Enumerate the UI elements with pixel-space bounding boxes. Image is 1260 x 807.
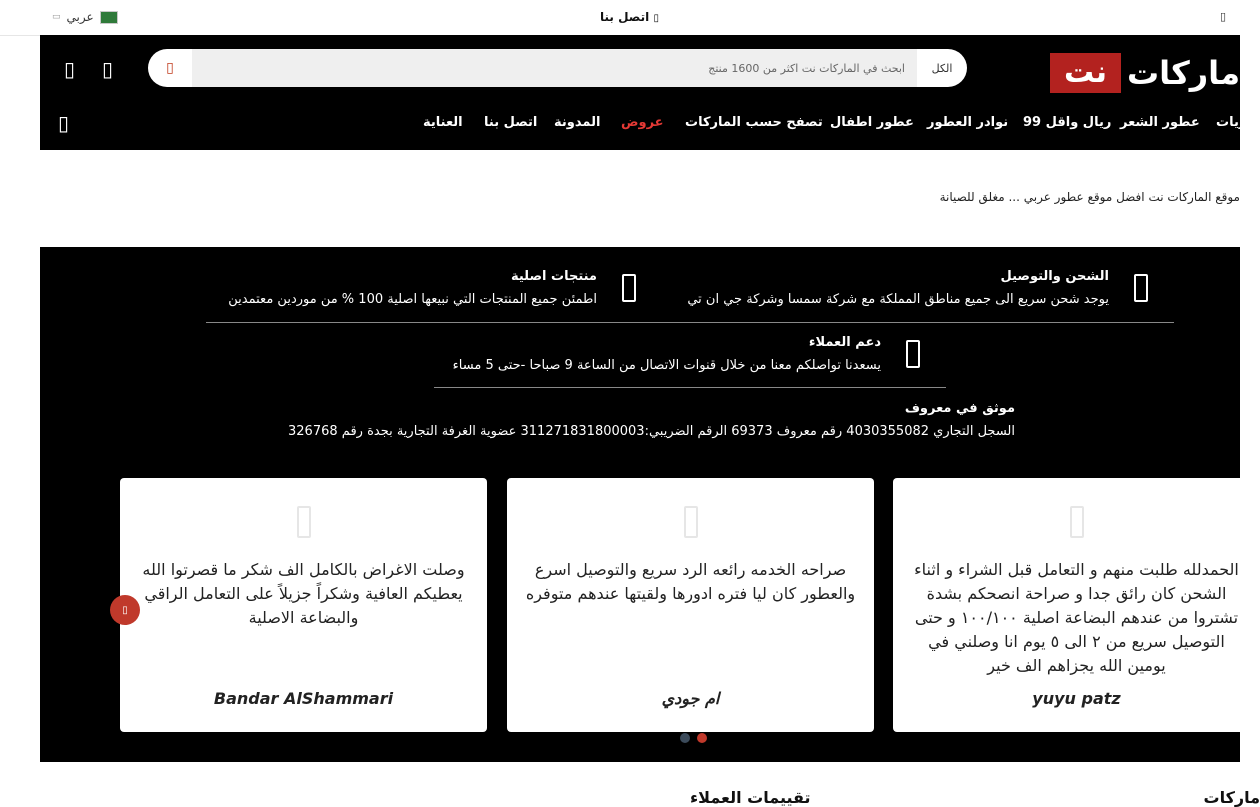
search-button[interactable]	[148, 49, 192, 87]
original-products-icon	[622, 274, 636, 302]
cart-icon[interactable]: ▯	[102, 57, 114, 81]
testimonial-author: ام جودي	[661, 689, 720, 708]
phone-icon: ▯	[653, 13, 659, 24]
testimonial-card	[893, 478, 1260, 732]
search-category-select[interactable]	[917, 49, 967, 87]
section-heading: ماركات	[1203, 788, 1260, 807]
carousel-dot[interactable]	[680, 733, 690, 743]
carousel-dot-active[interactable]	[697, 733, 707, 743]
search-placeholder: ابحث في الماركات نت اكثر من 1600 منتج	[708, 61, 905, 75]
nav-item-6[interactable]: تصفح حسب الماركات	[685, 115, 823, 130]
maintenance-notice: موقع الماركات نت افضل موقع عطور عربي ... مغلق للصيانة	[939, 190, 1240, 204]
feature-title: منتجات اصلية	[510, 269, 597, 284]
main-header	[40, 35, 1247, 150]
hamburger-menu-icon[interactable]: ▯	[58, 111, 70, 135]
feature-desc: يوجد شحن سريع الى جميع مناطق المملكة مع شركة سمسا وشركة جي ان تي	[687, 292, 1109, 307]
nav-item-7[interactable]: عروض	[621, 115, 664, 130]
search-category-label: الكل	[931, 61, 953, 75]
site-logo[interactable]	[1050, 53, 1240, 93]
testimonial-text: وصلت الاغراض بالكامل الف شكر ما قصرتوا الله يعطيكم العافية وشكراً جزيلاً على التعامل الراقي والبضاعة الاصلية	[142, 560, 465, 627]
divider	[206, 322, 1174, 323]
feature-desc: اطمئن جميع المنتجات التي نبيعها اصلية 100 % من موردين معتمدين	[228, 292, 597, 307]
quote-icon	[1070, 506, 1084, 538]
top-bar	[0, 0, 1240, 36]
feature-desc: يسعدنا تواصلكم معنا من خلال قنوات الاتصال من الساعة 9 صباحا -حتى 5 مساء	[452, 358, 881, 373]
language-switcher[interactable]	[52, 10, 118, 24]
testimonial-author: Bandar AlShammari	[213, 689, 394, 708]
testimonial-text: الحمدلله طلبت منهم و التعامل قبل الشراء و اثناء الشحن كان رائق جدا و صراحة انصحكم بشدة تشتروا من عندهم البضاعة اصلية ١٠٠/١٠٠ و حتى التوصيل سريع من ٢ الى ٥ يوم انا وصلني في يومين الله يجزاهم الف خير	[914, 560, 1239, 675]
feature-title: الشحن والتوصيل	[1000, 269, 1109, 284]
feature-desc: السجل التجاري 4030355082 رقم معروف 69373 الرقم الضريبي:311271831800003 عضوية الغرفة التجارية بجدة رقم 326768	[288, 424, 1015, 439]
logo-main-text: ماركات	[1126, 54, 1240, 92]
customer-support-icon	[906, 340, 920, 368]
divider	[434, 387, 946, 388]
search-bar	[148, 49, 967, 87]
carousel-prev-button[interactable]	[110, 595, 140, 625]
menu-icon[interactable]: ▯	[1219, 10, 1226, 23]
quote-icon	[684, 506, 698, 538]
search-icon: ▯	[166, 60, 174, 76]
nav-item-5[interactable]: عطور اطفال	[830, 115, 914, 130]
chevron-down-icon: ▭	[52, 12, 61, 22]
features-section	[40, 247, 1240, 762]
quote-icon	[297, 506, 311, 538]
top-contact-label: اتصل بنا	[600, 10, 650, 24]
shipping-icon	[1134, 274, 1148, 302]
nav-item-2[interactable]: عطور الشعر	[1120, 115, 1200, 130]
feature-title: دعم العملاء	[808, 335, 881, 350]
arrow-icon: ▯	[122, 604, 128, 616]
section-heading: تقييمات العملاء	[690, 788, 811, 807]
main-nav	[40, 115, 1247, 133]
search-input[interactable]	[192, 49, 917, 87]
feature-title: موثق في معروف	[904, 401, 1015, 416]
language-label: عربي	[66, 10, 94, 24]
testimonial-card	[120, 478, 487, 732]
nav-item-4[interactable]: نوادر العطور	[927, 115, 1009, 130]
top-contact-link[interactable]	[600, 10, 659, 24]
nav-item-10[interactable]: العناية	[423, 115, 463, 130]
testimonial-text: صراحه الخدمه رائعه الرد سريع والتوصيل اسرع والعطور كان ليا فتره ادورها ولقيتها عندهم متوفره	[525, 560, 856, 603]
nav-item-8[interactable]: المدونة	[554, 115, 601, 130]
testimonial-card	[507, 478, 874, 732]
nav-item-9[interactable]: اتصل بنا	[484, 115, 538, 130]
nav-item-3[interactable]: 99 ريال واقل	[1023, 115, 1112, 130]
user-icon[interactable]: ▯	[64, 57, 76, 81]
logo-accent-text: نت	[1050, 53, 1121, 93]
nav-item-1[interactable]: ريات	[1216, 115, 1247, 130]
testimonial-author: yuyu patz	[1032, 689, 1121, 708]
saudi-flag-icon	[100, 11, 118, 24]
